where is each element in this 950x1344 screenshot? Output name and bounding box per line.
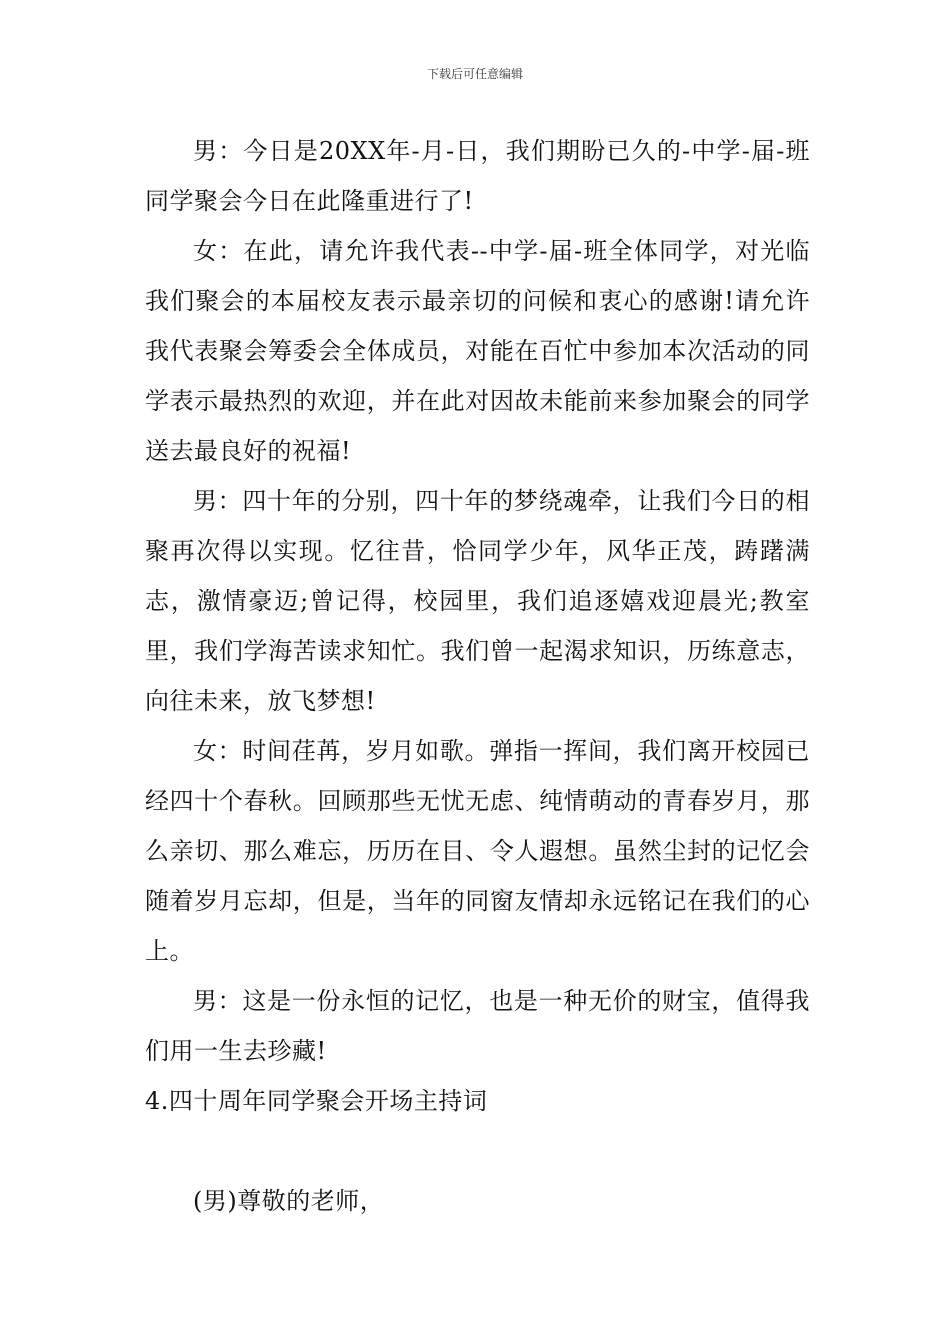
opening-line: (男)尊敬的老师，	[193, 1187, 385, 1215]
paragraph-3: 男：四十年的分别，四十年的梦绕魂牵，让我们今日的相聚再次得以实现。忆往昔，恰同学少年，风华正茂，踌躇满志，激情豪迈;曾记得，校园里，我们追逐嬉戏迎晨光;教室里，我们学海苦读求知忙。我们曾一起渴求知识，历练意志，向往未来，放飞梦想!	[145, 487, 810, 715]
paragraph-5: 男：这是一份永恒的记忆，也是一种无价的财宝，值得我们用一生去珍藏!	[145, 987, 810, 1065]
blank-line	[145, 1126, 810, 1176]
header-note: 下载后可任意编辑	[426, 67, 523, 81]
paragraph-1: 男：今日是20XX年-月-日，我们期盼已久的-中学-届-班同学聚会今日在此隆重进行了!	[145, 137, 810, 215]
paragraph-2: 女：在此，请允许我代表--中学-届-班全体同学，对光临我们聚会的本届校友表示最亲切的问候和衷心的感谢!请允许我代表聚会筹委会全体成员，对能在百忙中参加本次活动的同学表示最热烈的欢迎，并在此对因故未能前来参加聚会的同学送去最良好的祝福!	[145, 237, 810, 465]
section-heading: 4.四十周年同学聚会开场主持词	[145, 1087, 488, 1115]
document-body	[145, 126, 810, 1226]
paragraph-4: 女：时间荏苒，岁月如歌。弹指一挥间，我们离开校园已经四十个春秋。回顾那些无忧无虑、纯情萌动的青春岁月，那么亲切、那么难忘，历历在目、令人遐想。虽然尘封的记忆会随着岁月忘却，但是，当年的同窗友情却永远铭记在我们的心上。	[145, 737, 810, 965]
